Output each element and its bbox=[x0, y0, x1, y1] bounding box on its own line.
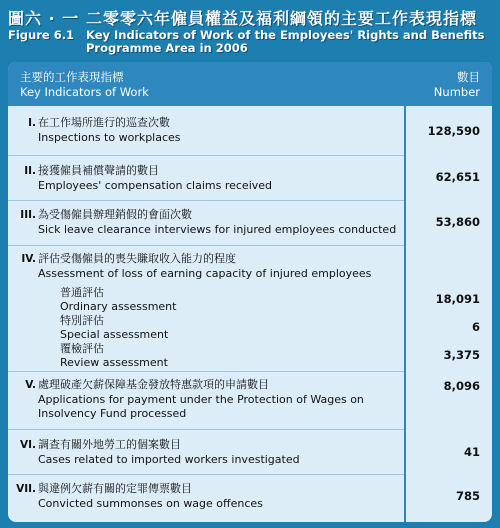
row-value: 41 bbox=[463, 445, 480, 459]
row-value: 785 bbox=[455, 489, 480, 503]
row-label-en: Cases related to imported workers investigated bbox=[38, 453, 300, 466]
row-separator bbox=[8, 429, 404, 430]
row-label-zh: 評估受傷僱員的喪失賺取收入能力的程度 bbox=[38, 252, 236, 265]
figure-number-english: Figure 6.1 bbox=[8, 28, 75, 42]
table-row-4 bbox=[8, 250, 492, 370]
sub-item-special-en: Special assessment bbox=[60, 328, 169, 341]
row-separator bbox=[8, 200, 404, 201]
row-label-zh: 在工作場所進行的巡查次數 bbox=[38, 116, 170, 129]
row-number: V. bbox=[25, 379, 36, 391]
row-number: I. bbox=[28, 117, 36, 129]
row-value: 53,860 bbox=[435, 215, 480, 229]
sub-item-ordinary-zh: 普通評估 bbox=[60, 286, 104, 299]
row-separator bbox=[8, 155, 404, 156]
row-label-en: Inspections to workplaces bbox=[38, 131, 181, 144]
row-number: IV. bbox=[21, 253, 36, 265]
header-number bbox=[434, 70, 480, 100]
row-label-en: Sick leave clearance interviews for injured employees conducted bbox=[38, 223, 397, 236]
row-label-zh: 為受傷僱員辦理銷假的會面次數 bbox=[38, 208, 192, 221]
header-indicators bbox=[20, 70, 149, 100]
title-line-2: Programme Area in 2006 bbox=[86, 41, 248, 55]
row-label-en: Convicted summonses on wage offences bbox=[38, 497, 263, 510]
row-number: VII. bbox=[16, 483, 36, 495]
row-number: III. bbox=[20, 209, 36, 221]
row-label-en-cont: Insolvency Fund processed bbox=[38, 407, 187, 420]
sub-item-review-en: Review assessment bbox=[60, 356, 168, 369]
title-chinese bbox=[8, 6, 477, 29]
sub-item-special-zh: 特別評估 bbox=[60, 314, 104, 327]
row-separator bbox=[8, 474, 404, 475]
row-value: 62,651 bbox=[435, 170, 480, 184]
table-row-5 bbox=[8, 376, 492, 430]
title-line-1: Key Indicators of Work of the Employees' Rights and Benefits bbox=[86, 28, 485, 42]
row-number: VI. bbox=[19, 439, 36, 451]
sub-item-ordinary-value: 18,091 bbox=[435, 292, 480, 306]
row-label-en: Assessment of loss of earning capacity of injured employees bbox=[38, 267, 372, 280]
table-row-1 bbox=[8, 114, 492, 154]
table-row-3 bbox=[8, 206, 492, 246]
row-label-en: Applications for payment under the Protection of Wages on bbox=[38, 393, 364, 406]
sub-item-ordinary-en: Ordinary assessment bbox=[60, 300, 177, 313]
sub-item-review-value: 3,375 bbox=[443, 348, 480, 362]
header-number-en: Number bbox=[433, 85, 480, 99]
row-separator bbox=[8, 245, 404, 246]
header-number-zh: 數目 bbox=[457, 70, 480, 84]
row-label-zh: 與違例欠薪有關的定罪傳票數目 bbox=[38, 482, 192, 495]
table-row-6 bbox=[8, 436, 492, 476]
row-separator bbox=[8, 371, 404, 372]
indicator-table bbox=[8, 62, 492, 522]
header-indicators-zh: 主要的工作表現指標 bbox=[20, 70, 124, 84]
row-label-en: Employees' compensation claims received bbox=[38, 179, 273, 192]
figure-header bbox=[8, 4, 496, 62]
row-value: 128,590 bbox=[427, 124, 480, 138]
table-row-7 bbox=[8, 480, 492, 520]
row-number: II. bbox=[24, 165, 36, 177]
row-label-zh: 處理破產欠薪保障基金發放特惠款項的申請數目 bbox=[38, 378, 269, 391]
title-text-english bbox=[86, 29, 485, 55]
row-label-zh: 調查有關外地勞工的個案數目 bbox=[38, 438, 181, 451]
header-indicators-en: Key Indicators of Work bbox=[20, 85, 149, 99]
table-row-2 bbox=[8, 162, 492, 202]
figure-number-chinese: 圖六 · 一 bbox=[8, 9, 80, 28]
sub-item-special-value: 6 bbox=[471, 320, 480, 334]
table-header bbox=[8, 62, 492, 106]
title-text-chinese: 二零零六年僱員權益及福利綱領的主要工作表現指標 bbox=[86, 9, 478, 28]
row-value: 8,096 bbox=[443, 379, 480, 393]
title-english bbox=[8, 29, 485, 55]
sub-item-review-zh: 覆檢評估 bbox=[60, 342, 104, 355]
row-label-zh: 接獲僱員補償聲請的數目 bbox=[38, 164, 159, 177]
